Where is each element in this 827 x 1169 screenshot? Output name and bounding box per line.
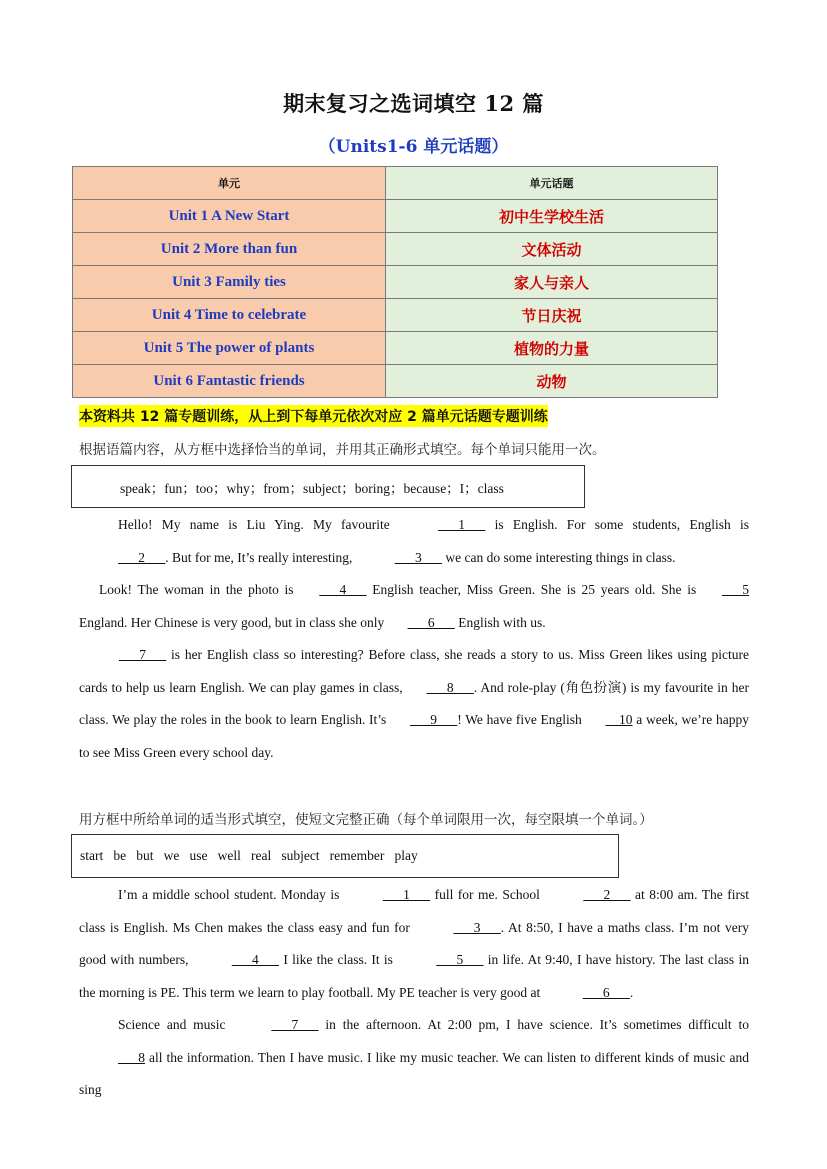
passage-text: is English. For some students, English is: [485, 517, 749, 532]
page-title: 期末复习之选词填空 12 篇: [283, 91, 544, 116]
unit-cell: Unit 1 A New Start: [73, 200, 386, 233]
exercise1-passage: [79, 509, 749, 769]
passage-text: full for me. School: [430, 887, 545, 902]
exercise1-paragraph-2: [79, 574, 749, 639]
passage-text: Hello! My name is Liu Ying. My favourite: [118, 517, 400, 532]
blank-1[interactable]: 1: [438, 517, 486, 532]
topic-cell: 文体活动: [386, 233, 718, 266]
blank-4[interactable]: 4: [319, 582, 367, 597]
passage-text: . And role-play (角色扮演) is my favourite in her class. We play the roles in the book to learn English. It’s: [79, 679, 749, 727]
passage-text: at 8:00 am. The first class is English. Ms Chen makes the class easy and fun for: [79, 887, 749, 935]
topic-cell: 节日庆祝: [386, 299, 718, 332]
notice-banner: 本资料共 12 篇专题训练，从上到下每单元依次对应 2 篇单元话题专题训练: [79, 405, 548, 427]
passage-text: . At 8:50, I have a maths class. I’m not very good with numbers,: [79, 919, 749, 967]
exercise1-instruction: 根据语篇内容，从方框中选择恰当的单词，并用其正确形式填空。每个单词只能用一次。: [79, 442, 606, 458]
header-topic: 单元话题: [386, 167, 718, 200]
blank-6[interactable]: 6: [407, 614, 455, 630]
passage-text: I’m a middle school student. Monday is: [118, 887, 344, 902]
blank-2[interactable]: 2: [118, 549, 166, 565]
exercise2-passage: [79, 879, 749, 1107]
unit-cell: Unit 2 More than fun: [73, 233, 386, 266]
exercise2-paragraph-1: [79, 879, 749, 1009]
passage-text: .: [629, 984, 634, 1000]
blank-2[interactable]: 2: [583, 887, 631, 902]
passage-text: in life. At 9:40, I have history. The last class in the morning is PE. This term we learn to play football. My PE teacher is very good at: [79, 952, 749, 1000]
exercise1-word-box: [71, 465, 585, 508]
exercise1-words: speak；fun；too；why；from；subject；boring；because；I；class: [120, 480, 504, 496]
table-row: [73, 200, 718, 233]
unit-cell: Unit 5 The power of plants: [73, 332, 386, 365]
topic-cell: 家人与亲人: [386, 266, 718, 299]
exercise2-instruction: 用方框中所给单词的适当形式填空，使短文完整正确（每个单词限用一次，每空限填一个单词。）: [79, 812, 653, 828]
unit-cell: Unit 3 Family ties: [73, 266, 386, 299]
passage-text: English teacher, Miss Green. She is 25 years old. She is: [366, 582, 702, 597]
blank-6[interactable]: 6: [582, 984, 630, 1000]
table-row: [73, 299, 718, 332]
exercise1-paragraph-1: [79, 509, 749, 574]
table-row: [73, 233, 718, 266]
table-row: [73, 332, 718, 365]
unit-topic-table: [72, 166, 718, 398]
blank-1[interactable]: 1: [382, 887, 431, 902]
blank-8[interactable]: 8: [118, 1049, 145, 1065]
passage-text: . But for me, It’s really interesting,: [165, 549, 356, 565]
passage-text: all the information. Then I have music. I like my music teacher. We can listen to different kinds of music and sing: [79, 1049, 749, 1097]
passage-text: Science and music: [118, 1017, 233, 1032]
blank-5[interactable]: 5: [721, 582, 749, 597]
table-header-row: [73, 167, 718, 200]
topic-cell: 初中生学校生活: [386, 200, 718, 233]
blank-7[interactable]: 7: [119, 647, 167, 662]
blank-4[interactable]: 4: [231, 952, 280, 967]
passage-text: England. Her Chinese is very good, but in class she only: [79, 614, 388, 630]
table-row: [73, 266, 718, 299]
blank-7[interactable]: 7: [271, 1017, 319, 1032]
passage-text: I like the class. It is: [279, 952, 398, 967]
table-row: [73, 365, 718, 398]
unit-cell: Unit 6 Fantastic friends: [73, 365, 386, 398]
passage-text: is her English class so interesting? Before class, she reads a story to us. Miss Green likes using picture cards to help us learn English. We can play games in class,: [79, 647, 749, 695]
exercise2-paragraph-2: [79, 1009, 749, 1107]
header-unit: 单元: [73, 167, 386, 200]
exercise1-paragraph-3: [79, 639, 749, 769]
unit-cell: Unit 4 Time to celebrate: [73, 299, 386, 332]
page-subtitle: （Units1-6 单元话题）: [318, 137, 509, 157]
passage-text: in the afternoon. At 2:00 pm, I have science. It’s sometimes difficult to: [318, 1017, 749, 1032]
topic-cell: 动物: [386, 365, 718, 398]
passage-text: a week, we’re happy to see Miss Green every school day.: [79, 712, 749, 760]
passage-text: we can do some interesting things in class.: [441, 549, 676, 565]
blank-8[interactable]: 8: [426, 679, 474, 695]
passage-text: Look! The woman in the photo is: [99, 582, 300, 597]
exercise2-word-box: [71, 834, 619, 878]
blank-3[interactable]: 3: [394, 549, 442, 565]
passage-text: English with us.: [454, 614, 546, 630]
blank-3[interactable]: 3: [453, 919, 501, 935]
blank-9[interactable]: 9: [410, 712, 458, 727]
blank-10[interactable]: 10: [605, 712, 633, 727]
passage-text: ! We have five English: [457, 712, 586, 727]
topic-cell: 植物的力量: [386, 332, 718, 365]
blank-5[interactable]: 5: [436, 952, 484, 967]
exercise2-words: start be but we use well real subject remember play: [80, 848, 418, 863]
